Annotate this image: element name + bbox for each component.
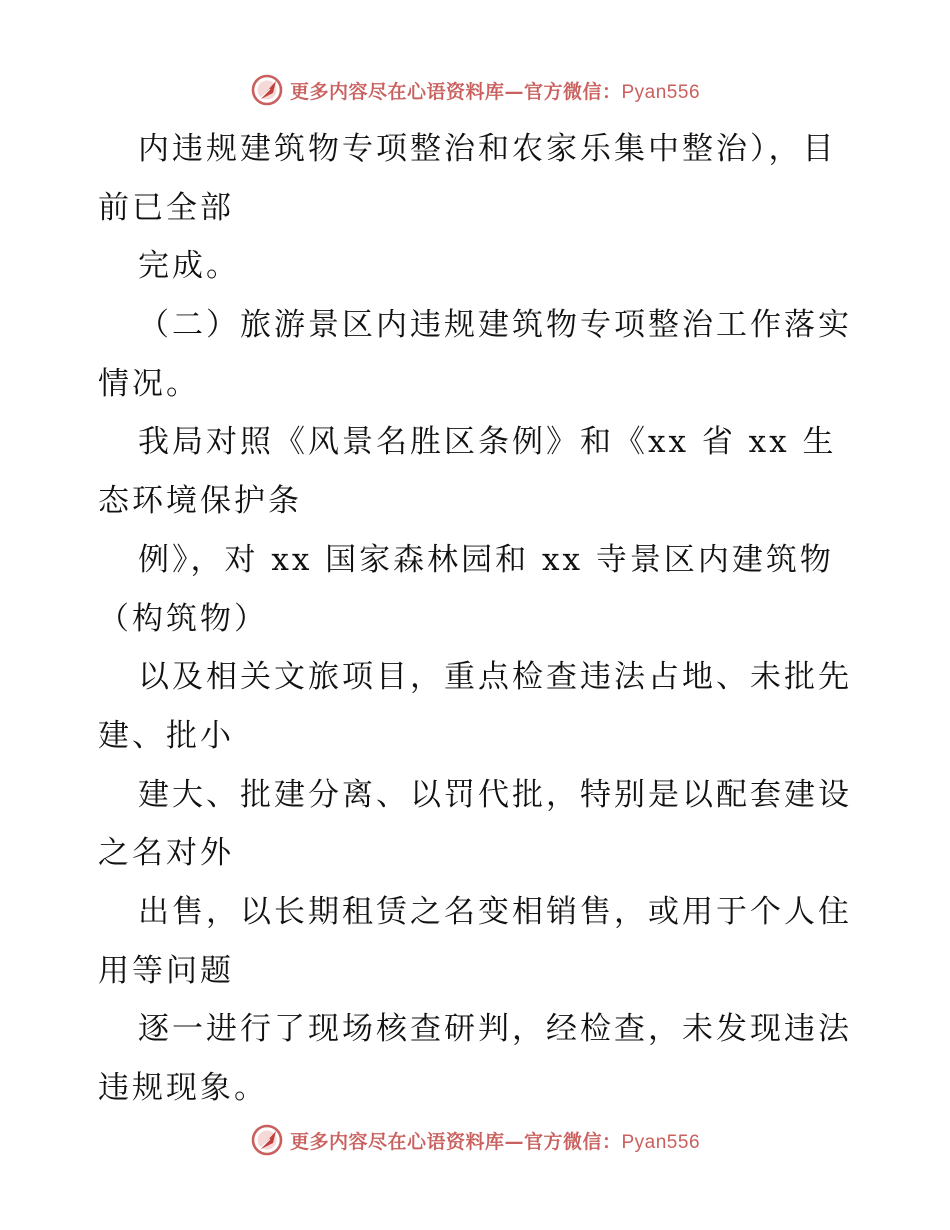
body-text-line: 内违规建筑物专项整治和农家乐集中整治），目	[138, 131, 837, 167]
body-text-line: 我局对照《风景名胜区条例》和《xx 省 xx 生	[138, 424, 837, 461]
footer-watermark	[0, 1122, 950, 1158]
quill-logo-icon	[250, 73, 284, 107]
body-text-line: 前已全部	[98, 189, 234, 226]
watermark-text: 更多内容尽在心语资料库—官方微信：Pyan556	[289, 1130, 701, 1153]
header-watermark	[0, 72, 950, 108]
body-text-line: 情况。	[98, 365, 200, 402]
body-text-line: 违规现象。	[98, 1070, 268, 1106]
body-text-line: 建、批小	[98, 717, 234, 754]
document-body	[98, 120, 858, 1118]
body-text-line: 逐一进行了现场核查研判，经检查，未发现违法	[138, 1011, 852, 1048]
watermark-group	[250, 73, 700, 107]
body-text-line: 态环境保护条	[98, 483, 302, 520]
body-text-line: 之名对外	[98, 835, 234, 872]
body-text-line: 建大、批建分离、以罚代批，特别是以配套建设	[138, 776, 852, 813]
body-text-line: （二）旅游景区内违规建筑物专项整治工作落实	[138, 307, 852, 344]
watermark-group	[250, 1123, 700, 1157]
body-text-line: 出售，以长期租赁之名变相销售，或用于个人住	[138, 893, 852, 930]
body-text-line: （构筑物）	[98, 600, 268, 637]
body-text-line: 用等问题	[98, 952, 234, 989]
body-text-line: 例》，对 xx 国家森林园和 xx 寺景区内建筑物	[138, 541, 834, 578]
watermark-text: 更多内容尽在心语资料库—官方微信：Pyan556	[289, 80, 701, 103]
body-text-line: 完成。	[138, 248, 240, 285]
body-text-line: 以及相关文旅项目，重点检查违法占地、未批先	[138, 659, 852, 696]
quill-logo-icon	[250, 1123, 284, 1157]
